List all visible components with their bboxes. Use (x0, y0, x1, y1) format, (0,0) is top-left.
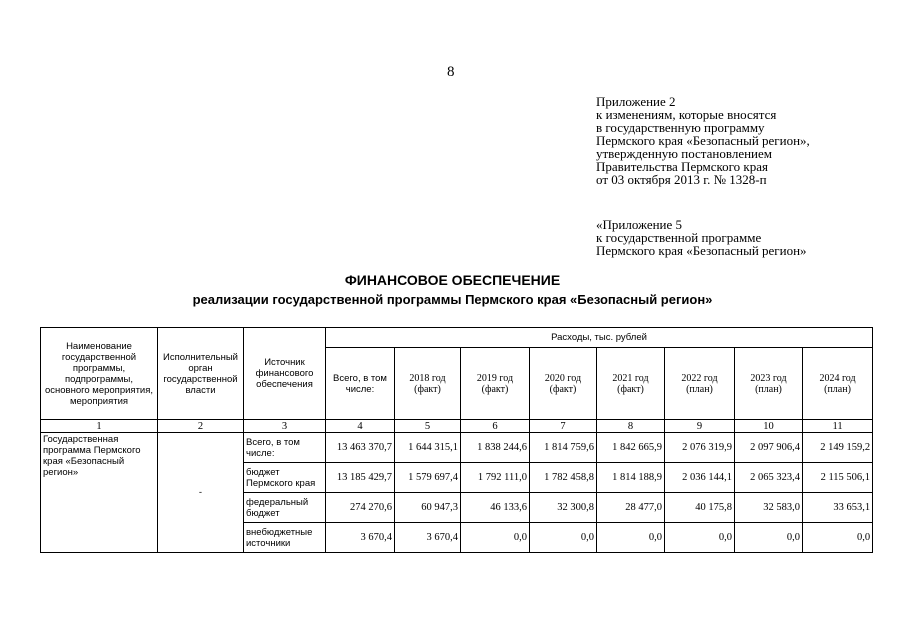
appendix-line: утвержденную постановлением (596, 146, 773, 161)
column-index: 4 (326, 420, 395, 433)
appendix-line: Правительства Пермского края (596, 159, 768, 174)
value-cell: 2 065 323,4 (735, 463, 803, 493)
header-year: 2024 год (план) (803, 348, 873, 420)
document-subtitle: реализации государственной программы Пермского края «Безопасный регион» (192, 292, 713, 307)
value-cell: 0,0 (803, 523, 873, 553)
program-name-cell: Государственная программа Пермского края «Безопасный регион» (41, 433, 158, 553)
value-cell: 33 653,1 (803, 493, 873, 523)
appendix-2-block (596, 95, 810, 186)
source-cell: Всего, в том числе: (244, 433, 326, 463)
value-cell: 13 185 429,7 (326, 463, 395, 493)
column-index: 10 (735, 420, 803, 433)
table-row (41, 433, 873, 463)
appendix-line: к государственной программе (596, 230, 762, 245)
column-index: 5 (395, 420, 461, 433)
column-index: 2 (158, 420, 244, 433)
column-index-row (41, 420, 873, 433)
value-cell: 3 670,4 (326, 523, 395, 553)
value-cell: 13 463 370,7 (326, 433, 395, 463)
header-expenses: Расходы, тыс. рублей (326, 328, 873, 348)
value-cell: 2 115 506,1 (803, 463, 873, 493)
appendix-line: Пермского края «Безопасный регион» (596, 243, 807, 258)
value-cell: 1 842 665,9 (597, 433, 665, 463)
executor-cell: - (158, 433, 244, 553)
value-cell: 2 149 159,2 (803, 433, 873, 463)
value-cell: 0,0 (735, 523, 803, 553)
value-cell: 0,0 (530, 523, 597, 553)
header-year: 2023 год (план) (735, 348, 803, 420)
column-index: 7 (530, 420, 597, 433)
source-cell: внебюджетные источники (244, 523, 326, 553)
source-cell: федеральный бюджет (244, 493, 326, 523)
financing-table (40, 327, 873, 553)
source-cell: бюджет Пермского края (244, 463, 326, 493)
header-year: 2022 год (план) (665, 348, 735, 420)
value-cell: 1 838 244,6 (461, 433, 530, 463)
appendix-line: к изменениям, которые вносятся (596, 107, 777, 122)
value-cell: 1 814 759,6 (530, 433, 597, 463)
value-cell: 1 579 697,4 (395, 463, 461, 493)
column-index: 9 (665, 420, 735, 433)
value-cell: 32 583,0 (735, 493, 803, 523)
value-cell: 2 097 906,4 (735, 433, 803, 463)
page-number: 8 (447, 64, 455, 80)
header-year: 2020 год (факт) (530, 348, 597, 420)
column-index: 11 (803, 420, 873, 433)
column-index: 1 (41, 420, 158, 433)
column-index: 3 (244, 420, 326, 433)
value-cell: 1 644 315,1 (395, 433, 461, 463)
value-cell: 2 036 144,1 (665, 463, 735, 493)
appendix-line: Пермского края «Безопасный регион», (596, 133, 810, 148)
value-cell: 60 947,3 (395, 493, 461, 523)
value-cell: 0,0 (461, 523, 530, 553)
header-year: 2018 год (факт) (395, 348, 461, 420)
header-source: Источник финансового обеспечения (244, 328, 326, 420)
value-cell: 40 175,8 (665, 493, 735, 523)
value-cell: 274 270,6 (326, 493, 395, 523)
value-cell: 0,0 (597, 523, 665, 553)
header-year: 2021 год (факт) (597, 348, 665, 420)
header-year: 2019 год (факт) (461, 348, 530, 420)
value-cell: 0,0 (665, 523, 735, 553)
header-program-name: Наименование государственной программы, подпрограммы, основного мероприятия, мероприятия (41, 328, 158, 420)
value-cell: 1 782 458,8 (530, 463, 597, 493)
value-cell: 32 300,8 (530, 493, 597, 523)
appendix-line: в государственную программу (596, 120, 765, 135)
value-cell: 2 076 319,9 (665, 433, 735, 463)
appendix-line: от 03 октября 2013 г. № 1328-п (596, 172, 767, 187)
header-executor: Исполнительный орган государственной власти (158, 328, 244, 420)
appendix-5-block (596, 218, 807, 257)
appendix-line: «Приложение 5 (596, 217, 683, 232)
column-index: 6 (461, 420, 530, 433)
header-total: Всего, в том числе: (326, 348, 395, 420)
value-cell: 28 477,0 (597, 493, 665, 523)
value-cell: 1 792 111,0 (461, 463, 530, 493)
column-index: 8 (597, 420, 665, 433)
value-cell: 1 814 188,9 (597, 463, 665, 493)
header-row-1 (41, 328, 873, 348)
value-cell: 3 670,4 (395, 523, 461, 553)
document-title: ФИНАНСОВОЕ ОБЕСПЕЧЕНИЕ (344, 272, 561, 288)
appendix-line: Приложение 2 (596, 94, 676, 109)
value-cell: 46 133,6 (461, 493, 530, 523)
